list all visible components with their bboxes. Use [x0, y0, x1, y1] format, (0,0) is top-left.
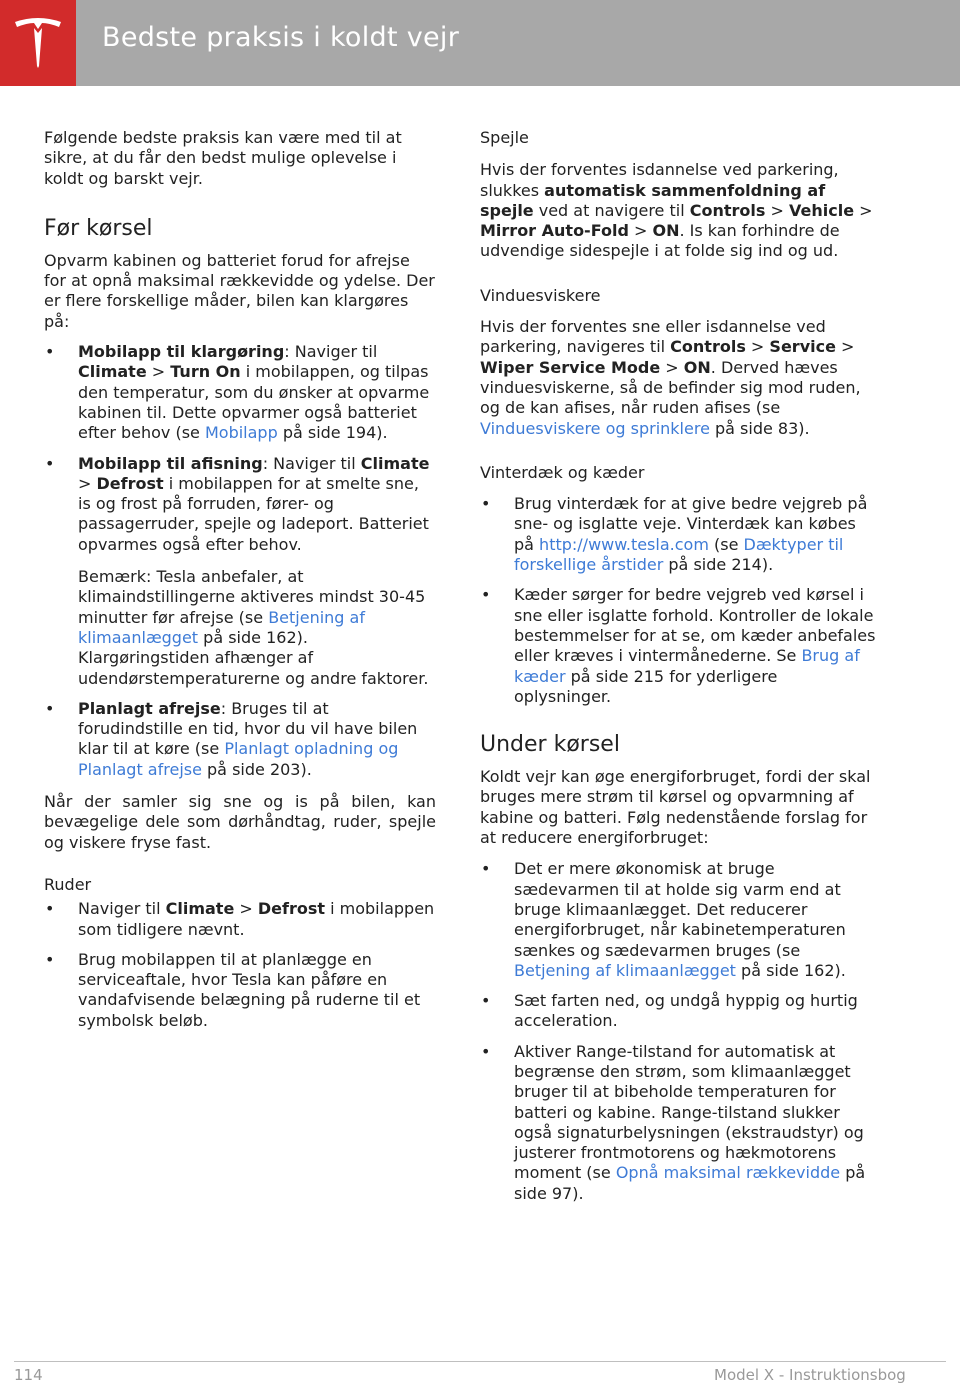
ui-term: ON	[652, 221, 680, 241]
note	[78, 567, 436, 689]
heading-windows: Ruder	[44, 874, 92, 894]
text: Brug vinterdæk for at give bedre vejgreb på sne- og isglatte veje. Vinterdæk kan købes på	[514, 494, 868, 554]
text: på side 194).	[277, 423, 388, 443]
text: ved at navigere til	[533, 200, 690, 220]
link-chains[interactable]: Brug af kæder	[514, 646, 860, 686]
tesla-logo-icon	[13, 16, 63, 70]
heading-while-driving: Under kørsel	[480, 732, 620, 758]
bold-term: Mobilapp til afisning	[78, 453, 263, 473]
text: Aktiver Range-tilstand for automatisk at begrænse den strøm, som klimaanlægget bruger til at bibeholde temperaturen for batteri og kabine. Range-tilstand slukker også signaturbelysningen (ekstraudstyr) og justerer frontmotorens og hækmotorens moment (se	[514, 1041, 864, 1183]
list-item: • Brug mobilappen til at planlægge en serviceaftale, hvor Tesla kan påføre en vandafvisende belægning på ruderne til et symbolsk beløb.	[44, 950, 436, 1031]
text: på side 97).	[514, 1163, 866, 1203]
link-climate-controls[interactable]: Betjening af klimaanlægget	[78, 607, 365, 647]
text: på side 214).	[663, 555, 774, 575]
separator: >	[78, 473, 92, 493]
bold-term: Mobilapp til klargøring	[78, 342, 285, 362]
page-number: 114	[14, 1366, 43, 1384]
link-tesla-website[interactable]: http://www.tesla.com	[539, 534, 709, 554]
bold-term: Planlagt afrejse	[78, 698, 221, 718]
link-climate-controls[interactable]: Betjening af klimaanlægget	[514, 960, 736, 980]
text: på side 162). Klargøringstiden afhænger af udendørstemperaturerne og andre faktorer.	[78, 627, 429, 688]
text: Tesla anbefaler, at klimaindstillingerne aktiveres mindst 30-45 minutter før afrejse (se	[78, 567, 426, 627]
before-driving-paragraph: Opvarm kabinen og batteriet forud for afrejse for at opnå maksimal rækkevidde og ydelse. Der er flere forskellige måder, bilen kan klargøres på:	[44, 250, 435, 331]
footer-divider	[14, 1361, 946, 1362]
page-header	[0, 0, 960, 86]
list-item	[44, 699, 436, 780]
separator: >	[765, 200, 789, 220]
mirrors-paragraph	[480, 160, 876, 261]
text: i mobilappen for at smelte sne, is og frost på forruden, fører- og passagerruder, spejle og ladeport. Batteriet opvarmes også efter behov.	[78, 473, 429, 554]
text: Hvis der forventes sne eller isdannelse ved parkering, navigeres til	[480, 317, 826, 357]
windows-list	[44, 899, 436, 1031]
list-item	[44, 454, 436, 689]
footer-title: Model X - Instruktionsbog	[714, 1366, 906, 1384]
ui-term: Controls	[689, 200, 766, 220]
ui-term: Defrost	[96, 473, 164, 493]
text: på side 203).	[201, 759, 312, 779]
wipers-paragraph	[480, 317, 876, 439]
text: Naviger til	[78, 899, 166, 919]
tesla-logo	[0, 0, 76, 86]
separator: >	[628, 221, 653, 241]
heading-winter-tires: Vinterdæk og kæder	[480, 462, 645, 482]
list-item: • Sæt farten ned, og undgå hyppig og hurtig acceleration.	[480, 991, 876, 1032]
text: Hvis der forventes isdannelse ved parkering, slukkes	[480, 160, 839, 200]
heading-mirrors: Spejle	[480, 128, 529, 147]
text: : Naviger til	[262, 453, 361, 473]
list-item	[480, 585, 876, 707]
ui-term: Turn On	[170, 362, 241, 382]
ui-term: Wiper Service Mode	[480, 357, 661, 377]
note-label: Bemærk:	[78, 567, 152, 587]
separator: >	[854, 200, 873, 220]
text: : Bruges til at forudindstille en tid, hvor du vil have bilen klar til at køre (se	[78, 698, 418, 759]
text: . Derved hæves vinduesviskerne, så de befinder sig mod ruden, og de kan afises, når ruden afises (se	[480, 357, 861, 418]
ui-term: Climate	[360, 453, 430, 473]
link-tire-types[interactable]: Dæktyper til forskellige årstider	[514, 534, 844, 575]
text: på side 83).	[709, 418, 810, 438]
snow-paragraph: Når der samler sig sne og is på bilen, kan bevægelige dele som dørhåndtag, ruder, spejle og viskere fryse fast.	[44, 792, 436, 852]
text: : Naviger til	[284, 342, 378, 362]
separator: >	[835, 337, 855, 357]
winter-tires-list	[480, 494, 876, 707]
text: i mobilappen som tidligere nævnt.	[78, 899, 435, 939]
separator: >	[660, 357, 684, 377]
link-scheduled-charging[interactable]: Planlagt opladning og Planlagt afrejse	[78, 739, 399, 779]
ui-term: ON	[683, 357, 711, 377]
text: Det er mere økonomisk at bruge sædevarmen til at holde sig varm end at bruge klimaanlægget. Det reducerer energiforbruget, når kabinetemperaturen sænkes og sædevarmen bruges (se	[514, 859, 846, 960]
ui-term: Controls	[670, 337, 746, 357]
link-wipers[interactable]: Vinduesviskere og sprinklere	[480, 418, 710, 438]
ui-term: Service	[769, 337, 836, 357]
text: Kæder sørger for bedre vejgreb ved kørsel i sne eller isglatte forhold. Kontroller de lokale bestemmelser for at se, om kæder anbefales eller kræves i vintermånederne. Se	[514, 585, 876, 666]
separator: >	[146, 362, 171, 382]
while-driving-list	[480, 859, 876, 1204]
intro-paragraph: Følgende bedste praksis kan være med til at sikre, at du får den bedst mulige oplevelse i koldt og barskt vejr.	[44, 128, 402, 188]
link-max-range[interactable]: Opnå maksimal rækkevidde	[615, 1163, 841, 1183]
text: i mobilappen, og tilpas den temperatur, som du ønsker at opvarme kabinen til. Dette opvarmer også batteriet efter behov (se	[78, 362, 430, 443]
page-title: Bedste praksis i koldt vejr	[102, 22, 460, 53]
ui-term: Climate	[78, 362, 147, 382]
text: (se	[708, 534, 744, 554]
separator: >	[234, 899, 258, 919]
list-item	[44, 899, 436, 940]
while-driving-paragraph: Koldt vejr kan øge energiforbruget, fordi der skal bruges mere strøm til kørsel og opvarmning af kabine og batteri. Følg nedenstående forslag for at reducere energiforbruget:	[480, 767, 871, 848]
text: . Is kan forhindre de udvendige sidespejle i at folde sig ind og ud.	[480, 221, 840, 261]
preconditioning-list	[44, 342, 436, 780]
ui-term: Vehicle	[788, 200, 855, 220]
list-item	[480, 1042, 876, 1204]
list-item	[44, 342, 436, 443]
link-mobile-app[interactable]: Mobilapp	[204, 423, 278, 443]
ui-term: Defrost	[257, 899, 326, 919]
heading-before-driving: Før kørsel	[44, 215, 153, 241]
separator: >	[745, 337, 770, 357]
left-column	[44, 128, 436, 1041]
text: på side 162).	[735, 960, 846, 980]
ui-term: automatisk sammenfoldning af spejle	[480, 180, 826, 220]
heading-wipers: Vinduesviskere	[480, 285, 601, 305]
ui-term: Mirror Auto-Fold	[480, 221, 629, 241]
list-item	[480, 494, 876, 575]
text: på side 215 for yderligere oplysninger.	[514, 666, 778, 706]
list-item	[480, 859, 876, 981]
ui-term: Climate	[165, 899, 235, 919]
right-column	[480, 128, 876, 1214]
